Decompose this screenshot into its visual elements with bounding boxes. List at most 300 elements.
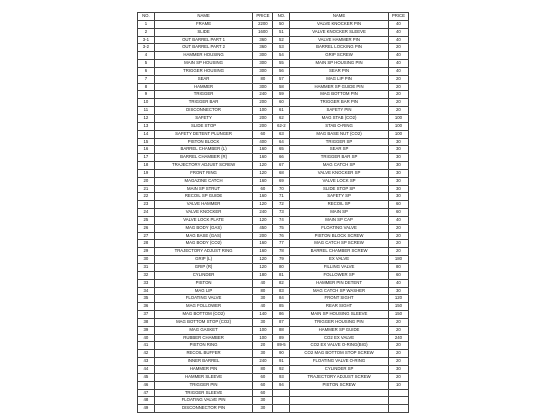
right-no-cell: 50 [273,20,290,28]
right-name-cell: HAMMER PIN DETENT [290,279,389,287]
left-no-cell: 47 [138,389,155,397]
left-price-cell: 360 [253,44,273,52]
table-row [138,240,409,248]
right-name-cell: MAG CATCH SP SCREW [290,240,389,248]
left-name-cell: PISTON [154,279,253,287]
right-no-cell: 86 [273,311,290,319]
right-name-cell: GRIP SCREW [290,52,389,60]
left-name-cell: MAG BOTTOM (CO2) [154,311,253,319]
left-name-cell: OUT BARREL PART 2 [154,44,253,52]
left-price-cell: 160 [253,146,273,154]
right-name-cell: MAIN SP HOUSING SLEEVE [290,311,389,319]
table-row [138,36,409,44]
left-no-cell: 41 [138,342,155,350]
left-price-cell: 60 [253,381,273,389]
right-no-cell: 94 [273,381,290,389]
left-no-cell: 35 [138,295,155,303]
right-no-cell: 68 [273,169,290,177]
left-no-cell: 23 [138,201,155,209]
right-name-cell: FLOATING VALVE O-RING [290,358,389,366]
right-price-cell: 40 [388,52,408,60]
table-row [138,248,409,256]
left-no-cell: 31 [138,264,155,272]
left-price-cell: 80 [253,287,273,295]
left-no-cell: 5 [138,60,155,68]
left-name-cell: MAGAZINE CATCH [154,177,253,185]
right-name-cell: VALVE HAMMER PIN [290,36,389,44]
right-name-cell: SAFETY SP [290,193,389,201]
right-no-cell: 92 [273,365,290,373]
left-name-cell: MAG BODY (CO2) [154,240,253,248]
right-name-cell: TRAJECTORY ADJUST SCREW [290,373,389,381]
right-name-cell: MAG CATCH SP [290,162,389,170]
left-name-cell: FLOATING VALVE PIN [154,397,253,405]
left-name-cell: PISTON BLOCK [154,138,253,146]
left-price-cell: 30 [253,405,273,413]
left-name-cell: CYLINDER [154,271,253,279]
right-no-cell: 84 [273,295,290,303]
left-no-cell: 4 [138,52,155,60]
left-price-cell: 60 [253,389,273,397]
right-name-cell: BARREL CHAMBER SCREW [290,248,389,256]
right-price-cell: 20 [388,224,408,232]
right-no-cell [273,397,290,405]
right-no-cell: 62-2 [273,122,290,130]
left-no-cell: 16 [138,146,155,154]
table-row [138,154,409,162]
left-name-cell: MAG BOTTOM STOP (CO2) [154,318,253,326]
left-price-cell: 30 [253,318,273,326]
right-price-cell: 60 [388,271,408,279]
right-price-cell: 20 [388,75,408,83]
left-no-cell: 48 [138,397,155,405]
table-row [138,99,409,107]
header-no-left: NO. [138,13,155,21]
right-price-cell: 20 [388,318,408,326]
table-row [138,279,409,287]
right-no-cell: 77 [273,240,290,248]
left-price-cell: 300 [253,52,273,60]
right-price-cell: 20 [388,44,408,52]
table-row [138,365,409,373]
table-row [138,75,409,83]
right-name-cell: MAG CATCH SP WASHER [290,287,389,295]
left-no-cell: 40 [138,334,155,342]
left-no-cell: 18 [138,162,155,170]
table-row [138,264,409,272]
table-row [138,122,409,130]
left-name-cell: MAG BODY (GAS) [154,224,253,232]
right-price-cell: 30 [388,177,408,185]
right-no-cell: 79 [273,256,290,264]
table-row [138,91,409,99]
right-no-cell: 78 [273,248,290,256]
left-name-cell: MAG LIP [154,287,253,295]
table-row [138,83,409,91]
table-row [138,342,409,350]
table-row [138,114,409,122]
right-price-cell: 20 [388,83,408,91]
left-no-cell: 28 [138,240,155,248]
right-no-cell: 53 [273,44,290,52]
left-no-cell: 20 [138,177,155,185]
right-no-cell: 73 [273,209,290,217]
left-name-cell: PISTON RING [154,342,253,350]
right-price-cell: 30 [388,193,408,201]
table-row [138,311,409,319]
right-price-cell: 150 [388,303,408,311]
left-no-cell: 26 [138,224,155,232]
left-name-cell: SAFETY DETENT PLUNGER [154,130,253,138]
right-price-cell: 60 [388,209,408,217]
right-no-cell: 69 [273,177,290,185]
table-row [138,303,409,311]
right-price-cell: 40 [388,67,408,75]
left-price-cell: 180 [253,271,273,279]
right-name-cell [290,389,389,397]
left-name-cell: OUT BARREL PART 1 [154,36,253,44]
left-name-cell: MAG BASE (GAS) [154,232,253,240]
right-no-cell: 82 [273,279,290,287]
right-price-cell: 20 [388,342,408,350]
right-name-cell: SEAR PIN [290,67,389,75]
table-row [138,287,409,295]
left-price-cell: 100 [253,107,273,115]
left-price-cell: 450 [253,224,273,232]
left-name-cell: FLOATING VALVE [154,295,253,303]
left-no-cell: 39 [138,326,155,334]
left-name-cell: MAIN SP HOUSING [154,60,253,68]
left-price-cell: 200 [253,122,273,130]
right-name-cell [290,397,389,405]
left-name-cell: SLIDE STOP [154,122,253,130]
left-no-cell: 49 [138,405,155,413]
right-name-cell: HAMMER SP GUIDE PIN [290,83,389,91]
right-no-cell: 88 [273,326,290,334]
right-price-cell: 180 [388,256,408,264]
left-price-cell: 30 [253,350,273,358]
left-price-cell: 200 [253,114,273,122]
left-no-cell: 19 [138,169,155,177]
left-name-cell: HAMMER PIN [154,365,253,373]
table-row [138,138,409,146]
left-price-cell: 2200 [253,20,273,28]
left-price-cell: 200 [253,232,273,240]
right-name-cell: TRIGGER BAR SP [290,154,389,162]
right-name-cell: PISTON BLOCK SCREW [290,232,389,240]
table-row [138,358,409,366]
right-name-cell: BARREL LOCKING PIN [290,44,389,52]
right-price-cell: 30 [388,162,408,170]
right-price-cell: 20 [388,240,408,248]
left-price-cell: 80 [253,365,273,373]
right-no-cell: 90 [273,350,290,358]
left-price-cell: 160 [253,248,273,256]
table-row [138,169,409,177]
header-name-left: NAME [154,13,253,21]
left-name-cell: RECOIL BUFFER [154,350,253,358]
right-price-cell: 20 [388,326,408,334]
left-no-cell: 10 [138,99,155,107]
left-price-cell: 120 [253,216,273,224]
left-name-cell: VALVE KNOCKER [154,209,253,217]
right-no-cell [273,389,290,397]
table-row [138,107,409,115]
right-no-cell: 58 [273,83,290,91]
header-price-right: PRICE [388,13,408,21]
left-price-cell: 40 [253,303,273,311]
left-price-cell: 100 [253,326,273,334]
right-no-cell: 62 [273,114,290,122]
right-name-cell: CYLINDER SP [290,365,389,373]
table-row [138,350,409,358]
left-name-cell: VALVE HAMMER [154,201,253,209]
right-name-cell: EX VALVE [290,256,389,264]
table-row [138,201,409,209]
left-name-cell: INNER BARREL [154,358,253,366]
right-name-cell: TRIGGER BAR PIN [290,99,389,107]
left-no-cell: 9 [138,91,155,99]
left-price-cell: 60 [253,130,273,138]
right-no-cell: 66 [273,154,290,162]
right-name-cell: HAMMER SP GUIDE [290,326,389,334]
right-price-cell: 100 [388,122,408,130]
left-name-cell: FRAME [154,20,253,28]
table-row [138,146,409,154]
right-price-cell: 20 [388,91,408,99]
right-name-cell: MAG BASE NUT (CO2) [290,130,389,138]
left-price-cell: 240 [253,209,273,217]
left-price-cell: 160 [253,240,273,248]
left-price-cell: 1600 [253,28,273,36]
right-no-cell: 52 [273,36,290,44]
left-no-cell: 25 [138,216,155,224]
right-no-cell: 65 [273,146,290,154]
table-row [138,44,409,52]
right-name-cell: VALVE KNOCKER SLEEVE [290,28,389,36]
left-no-cell: 27 [138,232,155,240]
left-price-cell: 160 [253,154,273,162]
right-no-cell: 87 [273,318,290,326]
right-price-cell: 40 [388,28,408,36]
left-name-cell: HAMMER HOUSING [154,52,253,60]
left-price-cell: 100 [253,334,273,342]
table-row [138,130,409,138]
left-price-cell: 160 [253,193,273,201]
table-row [138,193,409,201]
left-no-cell: 43 [138,358,155,366]
left-name-cell: SAFETY [154,114,253,122]
table-row [138,326,409,334]
left-no-cell: 8 [138,83,155,91]
right-name-cell: TRIGGER SP [290,138,389,146]
parts-price-table [137,12,409,413]
right-no-cell: 72 [273,201,290,209]
left-no-cell: 22 [138,193,155,201]
right-price-cell: 30 [388,138,408,146]
right-name-cell: FOLLOWER SP [290,271,389,279]
left-price-cell: 160 [253,177,273,185]
left-price-cell: 30 [253,295,273,303]
right-price-cell [388,389,408,397]
table-row [138,405,409,413]
left-no-cell: 21 [138,185,155,193]
left-no-cell: 12 [138,114,155,122]
left-price-cell: 60 [253,185,273,193]
table-row [138,20,409,28]
table-row [138,67,409,75]
right-price-cell [388,397,408,405]
table-row [138,209,409,217]
left-price-cell: 400 [253,138,273,146]
table-row [138,216,409,224]
right-price-cell: 40 [388,20,408,28]
left-name-cell: TRIGGER HOUSING [154,67,253,75]
table-row [138,373,409,381]
right-no-cell: 59 [273,91,290,99]
table-body [138,20,409,412]
right-price-cell: 20 [388,107,408,115]
right-price-cell: 20 [388,350,408,358]
left-name-cell: TRIGGER SLEEVE [154,389,253,397]
table-row [138,52,409,60]
right-price-cell: 40 [388,279,408,287]
right-name-cell: MAG BOTTOM PIN [290,91,389,99]
right-no-cell: 91 [273,358,290,366]
table-row [138,224,409,232]
right-price-cell: 240 [388,334,408,342]
left-price-cell: 240 [253,358,273,366]
right-no-cell: 89 [273,334,290,342]
right-no-cell: 81 [273,271,290,279]
right-price-cell: 100 [388,114,408,122]
left-price-cell: 80 [253,75,273,83]
header-price-left: PRICE [253,13,273,21]
left-name-cell: SEAR [154,75,253,83]
right-price-cell: 120 [388,295,408,303]
left-name-cell: RUBBER CHAMBER [154,334,253,342]
table-row [138,271,409,279]
left-no-cell: 46 [138,381,155,389]
right-price-cell: 30 [388,146,408,154]
left-price-cell: 120 [253,256,273,264]
left-no-cell: 3-2 [138,44,155,52]
left-price-cell: 120 [253,162,273,170]
right-no-cell: 89-5 [273,342,290,350]
right-price-cell: 30 [388,169,408,177]
left-no-cell: 2 [138,28,155,36]
right-price-cell: 20 [388,248,408,256]
left-name-cell: TRIGGER BAR [154,99,253,107]
table-row [138,162,409,170]
right-price-cell: 20 [388,358,408,366]
right-name-cell: TRIGGER HOUSING PIN [290,318,389,326]
right-no-cell: 76 [273,232,290,240]
left-name-cell: FRONT RING [154,169,253,177]
right-no-cell: 67 [273,162,290,170]
right-no-cell: 56 [273,67,290,75]
right-name-cell: MAG LIP PIN [290,75,389,83]
right-name-cell: VALVE KNOCKER SP [290,169,389,177]
right-price-cell: 30 [388,365,408,373]
left-name-cell: TRIGGER [154,91,253,99]
right-price-cell: 60 [388,201,408,209]
right-price-cell: 40 [388,216,408,224]
left-no-cell: 17 [138,154,155,162]
right-no-cell: 61 [273,107,290,115]
right-name-cell: MAIN SP CAP [290,216,389,224]
right-price-cell: 100 [388,130,408,138]
right-no-cell: 83 [273,287,290,295]
table-row [138,381,409,389]
left-name-cell: TRAJECTORY ADJUST RING [154,248,253,256]
left-no-cell: 36 [138,303,155,311]
right-no-cell: 51 [273,28,290,36]
left-price-cell: 200 [253,99,273,107]
left-price-cell: 40 [253,279,273,287]
right-no-cell: 70 [273,185,290,193]
left-no-cell: 29 [138,248,155,256]
left-price-cell: 240 [253,91,273,99]
table-row [138,389,409,397]
right-name-cell: CO2 EX VALVE [290,334,389,342]
left-name-cell: VALVE LOCK PLATE [154,216,253,224]
left-no-cell: 7 [138,75,155,83]
right-no-cell: 60 [273,99,290,107]
table-row [138,256,409,264]
table-row [138,185,409,193]
header-row [138,13,409,21]
left-name-cell: DISCONNECTOR PIN [154,405,253,413]
left-no-cell: 33 [138,279,155,287]
table-row [138,232,409,240]
right-price-cell: 20 [388,373,408,381]
left-no-cell: 13 [138,122,155,130]
left-name-cell: HAMMER SLEEVE [154,373,253,381]
left-price-cell: 30 [253,397,273,405]
left-no-cell: 15 [138,138,155,146]
right-price-cell: 40 [388,60,408,68]
table-row [138,334,409,342]
left-name-cell: BARREL CHAMBER (L) [154,146,253,154]
right-name-cell: FRONT SIGHT [290,295,389,303]
left-name-cell: MAIN SP STRUT [154,185,253,193]
right-name-cell: CO2 MAG BOTTOM STOP SCREW [290,350,389,358]
right-no-cell: 63 [273,130,290,138]
left-price-cell: 120 [253,264,273,272]
left-name-cell: TRAJECTORY ADJUST SCREW [154,162,253,170]
right-name-cell: MAIN SP [290,209,389,217]
right-name-cell: MAIN SP HOUSING PIN [290,60,389,68]
right-price-cell: 80 [388,264,408,272]
left-name-cell: MAG FOLLOWER [154,303,253,311]
right-no-cell: 80 [273,264,290,272]
table-row [138,28,409,36]
left-no-cell: 34 [138,287,155,295]
left-name-cell: MAG GASKET [154,326,253,334]
table-row [138,177,409,185]
right-no-cell [273,405,290,413]
left-no-cell: 32 [138,271,155,279]
right-price-cell: 20 [388,232,408,240]
left-no-cell: 24 [138,209,155,217]
right-no-cell: 54 [273,52,290,60]
left-price-cell: 300 [253,60,273,68]
right-no-cell: 75 [273,224,290,232]
left-price-cell: 60 [253,373,273,381]
right-price-cell [388,405,408,413]
header-no-right: NO. [273,13,290,21]
